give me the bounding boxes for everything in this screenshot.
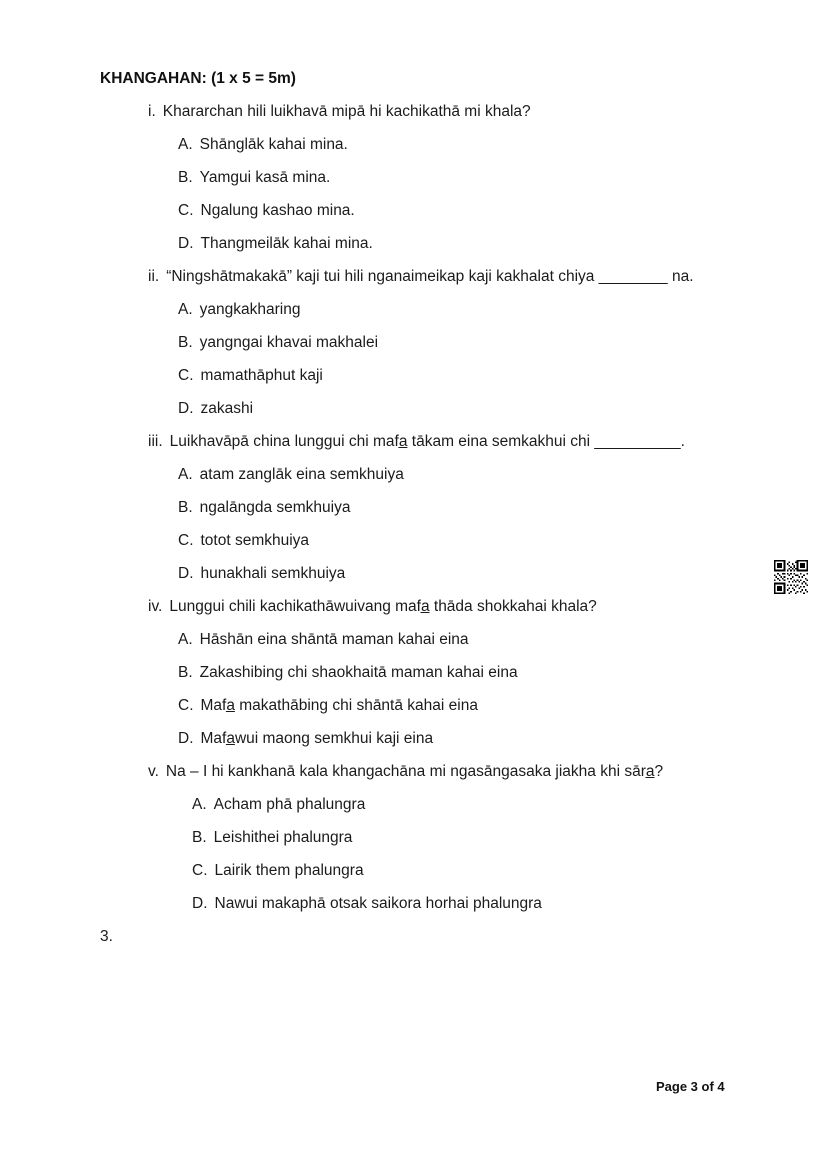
question-v (100, 755, 787, 920)
question-number: iv. (148, 598, 163, 615)
option-letter: B. (192, 829, 207, 846)
question-text: “Ningshātmakakā” kaji tui hili nganaimeikap kaji kakhalat chiya ________ na. (166, 268, 694, 285)
question-number: v. (148, 763, 159, 780)
option-letter: A. (192, 796, 207, 813)
option-text: atam zanglāk eina semkhuiya (199, 466, 404, 483)
option-text: Shānglāk kahai mina. (199, 136, 348, 153)
option-text: Leishithei phalungra (213, 829, 353, 846)
question-text-line (100, 590, 787, 623)
answer-option (100, 524, 787, 557)
page-footer: Page 3 of 4 (656, 1079, 725, 1094)
option-text: Yamgui kasā mina. (199, 169, 331, 186)
option-text: zakashi (200, 400, 254, 417)
option-letter: D. (178, 730, 194, 747)
question-text: Lunggui chili kachikathāwuivang mafa̲ thāda shokkahai khala? (169, 598, 597, 615)
option-text: hunakhali semkhuiya (200, 565, 346, 582)
answer-option (100, 656, 787, 689)
question-text-line (100, 755, 787, 788)
answer-option (100, 722, 787, 755)
question-ii (100, 260, 787, 425)
question-text: Luikhavāpā china lunggui chi mafa̲ tākam eina semkakhui chi __________. (169, 433, 685, 450)
option-letter: A. (178, 631, 193, 648)
question-text: Khararchan hili luikhavā mipā hi kachikathā mi khala? (162, 103, 531, 120)
question-text-line (100, 95, 787, 128)
option-text: Lairik them phalungra (214, 862, 364, 879)
option-text: Zakashibing chi shaokhaitā maman kahai eina (199, 664, 518, 681)
option-text: totot semkhuiya (200, 532, 310, 549)
option-text: Thangmeilāk kahai mina. (200, 235, 373, 252)
option-text: Hāshān eina shāntā maman kahai eina (199, 631, 469, 648)
option-text: ngalāngda semkhuiya (199, 499, 351, 516)
option-letter: A. (178, 466, 193, 483)
option-text: yangngai khavai makhalei (199, 334, 379, 351)
answer-option (100, 293, 787, 326)
option-letter: A. (178, 136, 193, 153)
option-text: yangkakharing (199, 301, 301, 318)
question-i (100, 95, 787, 260)
option-letter: C. (192, 862, 208, 879)
option-letter: C. (178, 697, 194, 714)
answer-option (100, 227, 787, 260)
answer-option (100, 887, 787, 920)
option-text: mamathāphut kaji (200, 367, 323, 384)
answer-option (100, 788, 787, 821)
option-letter: D. (178, 400, 194, 417)
next-question-number: 3. (100, 928, 113, 945)
answer-option (100, 458, 787, 491)
option-letter: D. (178, 565, 194, 582)
question-text-line (100, 425, 787, 458)
answer-option (100, 128, 787, 161)
option-letter: C. (178, 532, 194, 549)
qr-code-icon (774, 560, 808, 594)
answer-option (100, 392, 787, 425)
option-text: Acham phā phalungra (213, 796, 366, 813)
question-number: iii. (148, 433, 163, 450)
option-letter: D. (178, 235, 194, 252)
option-letter: A. (178, 301, 193, 318)
option-text: Ngalung kashao mina. (200, 202, 355, 219)
option-text: Nawui makaphā otsak saikora horhai phalungra (214, 895, 542, 912)
question-list (100, 95, 787, 920)
answer-option (100, 623, 787, 656)
question-text: Na – I hi kankhanā kala khangachāna mi ngasāngasaka jiakha khi sāra̲? (165, 763, 664, 780)
answer-option (100, 161, 787, 194)
answer-option (100, 194, 787, 227)
question-number: ii. (148, 268, 160, 285)
option-text: Mafa̲wui maong semkhui kaji eina (200, 730, 434, 747)
answer-option (100, 854, 787, 887)
answer-option (100, 821, 787, 854)
option-letter: B. (178, 499, 193, 516)
option-letter: B. (178, 169, 193, 186)
question-iii (100, 425, 787, 590)
option-letter: B. (178, 334, 193, 351)
option-letter: C. (178, 367, 194, 384)
option-text: Mafa̲ makathābing chi shāntā kahai eina (200, 697, 478, 714)
question-iv (100, 590, 787, 755)
answer-option (100, 689, 787, 722)
option-letter: D. (192, 895, 208, 912)
answer-option (100, 491, 787, 524)
answer-option (100, 326, 787, 359)
question-number: i. (148, 103, 156, 120)
answer-option (100, 557, 787, 590)
answer-option (100, 359, 787, 392)
question-text-line (100, 260, 787, 293)
section-heading: KHANGAHAN: (1 x 5 = 5m) (100, 70, 296, 87)
option-letter: C. (178, 202, 194, 219)
option-letter: B. (178, 664, 193, 681)
